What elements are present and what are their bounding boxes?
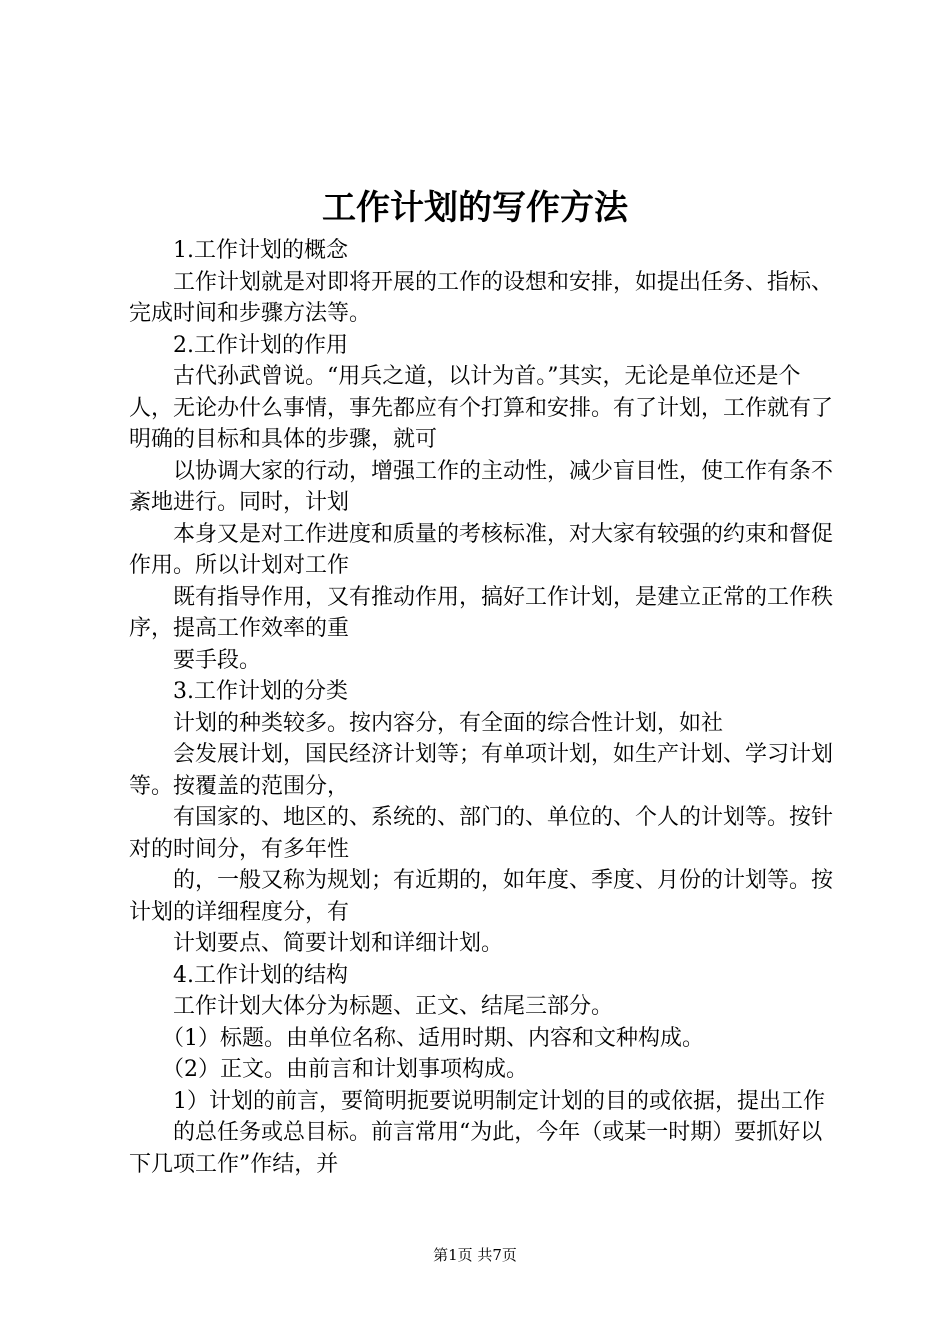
page-indicator: 第1页 共7页 — [433, 1246, 517, 1264]
paragraph: （2）正文。由前言和计划事项构成。 — [129, 1057, 528, 1082]
paragraph: 工作计划大体分为标题、正文、结尾三部分。 — [129, 994, 614, 1019]
paragraph: 以协调大家的行动，增强工作的主动性，减少盲目性，使工作有条不紊地进行。同时，计划 — [129, 458, 834, 515]
paragraph: 既有指导作用，又有推动作用，搞好工作计划，是建立正常的工作秩序，提高工作效率的重 — [129, 584, 834, 641]
paragraph: 本身又是对工作进度和质量的考核标准，对大家有较强的约束和督促作用。所以计划对工作 — [129, 521, 834, 578]
document-title: 工作计划的写作方法 — [322, 188, 628, 228]
document-body — [129, 235, 835, 1180]
paragraph: 1.工作计划的概念 — [129, 238, 348, 263]
paragraph: 1）计划的前言，要简明扼要说明制定计划的目的或依据，提出工作 — [129, 1088, 825, 1114]
paragraph: 会发展计划，国民经济计划等；有单项计划，如生产计划、学习计划等。按覆盖的范围分， — [129, 742, 834, 799]
paragraph: （1）标题。由单位名称、适用时期、内容和文种构成。 — [129, 1025, 704, 1051]
paragraph: 4.工作计划的结构 — [129, 962, 348, 988]
paragraph: 有国家的、地区的、系统的、部门的、单位的、个人的计划等。按针对的时间分，有多年性 — [129, 805, 834, 862]
paragraph: 要手段。 — [129, 647, 262, 673]
paragraph: 3.工作计划的分类 — [129, 679, 348, 704]
paragraph: 的，一般又称为规划；有近期的，如年度、季度、月份的计划等。按计划的详细程度分，有 — [129, 868, 834, 925]
paragraph: 工作计划就是对即将开展的工作的设想和安排，如提出任务、指标、完成时间和步骤方法等。 — [129, 269, 834, 326]
paragraph: 古代孙武曾说。“用兵之道，以计为首。”其实，无论是单位还是个人，无论办什么事情，事先都应有个打算和安排。有了计划，工作就有了明确的目标和具体的步骤，就可 — [129, 364, 834, 452]
paragraph: 计划的种类较多。按内容分，有全面的综合性计划，如社 — [129, 710, 724, 736]
paragraph: 的总任务或总目标。前言常用“为此，今年（或某一时期）要抓好以下几项工作”作结，并 — [129, 1120, 823, 1177]
paragraph: 2.工作计划的作用 — [129, 332, 348, 358]
paragraph: 计划要点、简要计划和详细计划。 — [129, 931, 504, 956]
